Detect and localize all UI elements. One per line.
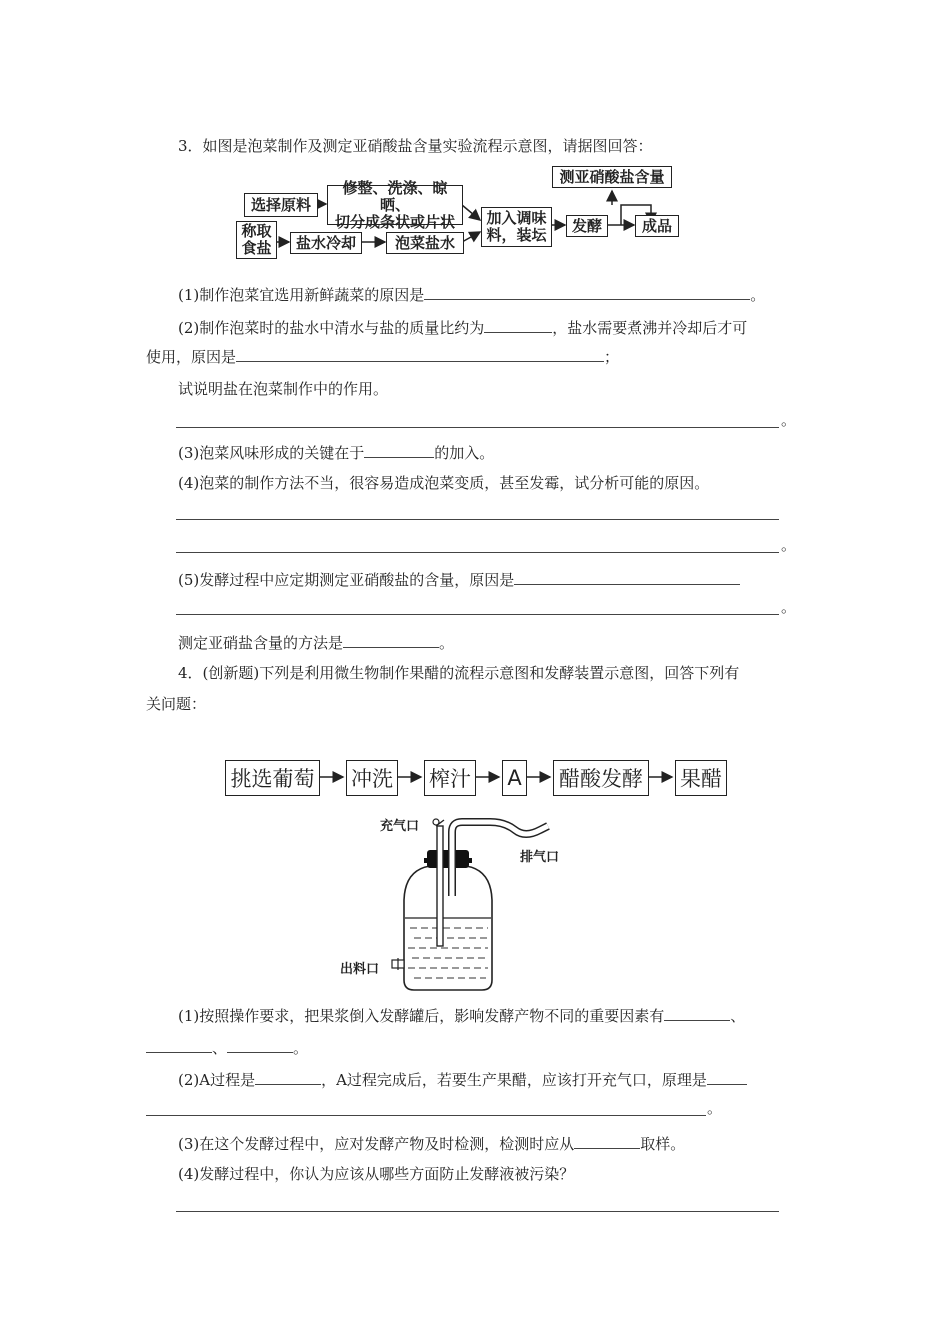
answer-blank[interactable] bbox=[146, 1036, 212, 1053]
step-juice: 榨汁 bbox=[424, 760, 476, 796]
period: 。 bbox=[707, 1099, 723, 1117]
q3-part6: 测定亚硝盐含量的方法是 。 bbox=[178, 631, 454, 653]
q4-intro-cont: 关问题： bbox=[146, 695, 207, 713]
flow-weigh-salt: 称取 食盐 bbox=[236, 221, 277, 259]
label-outlet: 出料口 bbox=[340, 962, 380, 977]
flow-season-jar: 加入调味 料，装坛 bbox=[481, 207, 552, 247]
step-acetic-fermentation: 醋酸发酵 bbox=[553, 760, 649, 796]
flow-trim-wash: 修整、洗涤、晾晒、 切分成条状或片状 bbox=[327, 185, 463, 225]
answer-blank[interactable] bbox=[664, 1004, 730, 1021]
flow-pickle-brine: 泡菜盐水 bbox=[386, 232, 464, 254]
q3-part4: (4)泡菜的制作方法不当，很容易造成泡菜变质，甚至发霉，试分析可能的原因。 bbox=[178, 474, 710, 492]
q3-part1: (1)制作泡菜宜选用新鲜蔬菜的原因是 。 bbox=[178, 283, 765, 305]
flow-product: 成品 bbox=[635, 215, 679, 237]
q4-intro: 4．(创新题)下列是利用微生物制作果醋的流程示意图和发酵装置示意图，回答下列有 bbox=[178, 664, 740, 682]
q3-part2-salt: 试说明盐在泡菜制作中的作用。 bbox=[178, 380, 389, 398]
q3-part2-cont: 使用，原因是 ； bbox=[146, 345, 619, 367]
flow-ferment: 发酵 bbox=[566, 215, 608, 237]
step-a: A bbox=[502, 760, 527, 796]
step-fruit-vinegar: 果醋 bbox=[675, 760, 727, 796]
answer-line[interactable] bbox=[146, 1115, 706, 1116]
q3-part5: (5)发酵过程中应定期测定亚硝酸盐的含量，原因是 bbox=[178, 568, 740, 590]
flow-cool-brine: 盐水冷却 bbox=[290, 232, 362, 254]
q3-part2: (2)制作泡菜时的盐水中清水与盐的质量比约为 ，盐水需要煮沸并冷却后才可 bbox=[178, 316, 747, 338]
q4-part4: (4)发酵过程中，你认为应该从哪些方面防止发酵液被污染？ bbox=[178, 1165, 575, 1183]
answer-blank[interactable] bbox=[255, 1068, 321, 1085]
answer-line[interactable] bbox=[176, 1211, 779, 1212]
step-select-grapes: 挑选葡萄 bbox=[225, 760, 320, 796]
q4-part1-cont: 、 。 bbox=[146, 1036, 308, 1058]
flow-select-materials: 选择原料 bbox=[244, 193, 318, 217]
q4-part3: (3)在这个发酵过程中，应对发酵产物及时检测，检测时应从 取样。 bbox=[178, 1132, 685, 1154]
flow-measure-nitrite: 测亚硝酸盐含量 bbox=[552, 166, 672, 188]
answer-blank[interactable] bbox=[227, 1036, 293, 1053]
period: 。 bbox=[781, 411, 797, 429]
q3-intro: 3．如图是泡菜制作及测定亚硝酸盐含量实验流程示意图，请据图回答： bbox=[178, 137, 653, 155]
period: 。 bbox=[781, 536, 797, 554]
step-rinse: 冲洗 bbox=[346, 760, 398, 796]
label-exhaust: 排气口 bbox=[520, 850, 560, 865]
label-air-inlet: 充气口 bbox=[380, 819, 420, 834]
q4-part2: (2)A过程是 ，A过程完成后，若要生产果醋，应该打开充气口，原理是 bbox=[178, 1068, 747, 1090]
answer-blank[interactable] bbox=[574, 1132, 640, 1149]
q4-part1: (1)按照操作要求，把果浆倒入发酵罐后，影响发酵产物不同的重要因素有 、 bbox=[178, 1004, 745, 1026]
answer-blank[interactable] bbox=[707, 1068, 747, 1085]
q3-part3: (3)泡菜风味形成的关键在于 的加入。 bbox=[178, 441, 494, 463]
period: 。 bbox=[781, 598, 797, 616]
